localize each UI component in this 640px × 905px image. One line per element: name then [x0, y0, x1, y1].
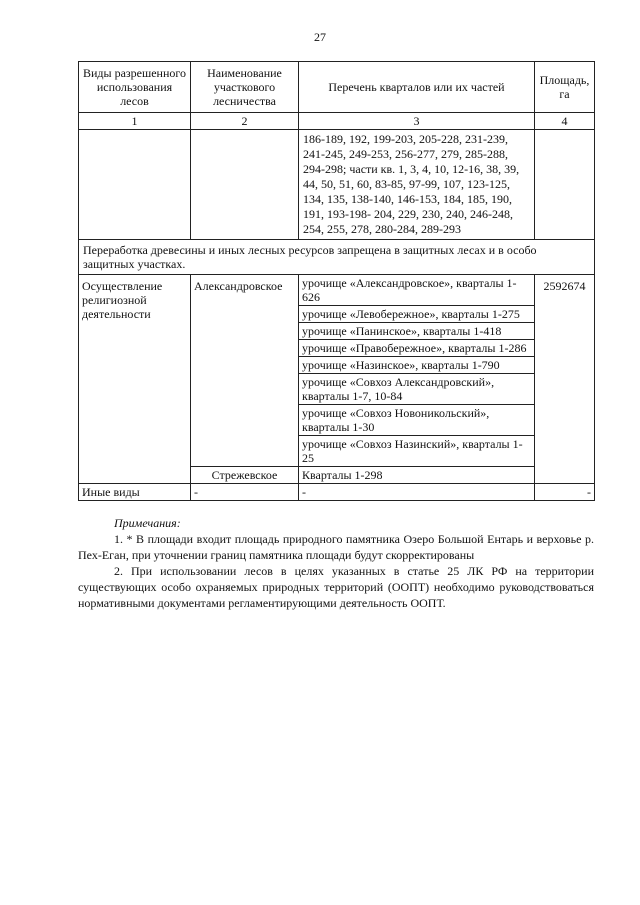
- header-area: Площадь, га: [535, 62, 595, 113]
- forest-use-table: [78, 61, 595, 501]
- district-aleksandrovskoe: Александровское: [191, 275, 299, 467]
- tract-cell: урочище «Левобережное», кварталы 1-275: [299, 306, 535, 323]
- column-number: 1: [79, 113, 191, 130]
- note-item: 2. При использовании лесов в целях указанных в статье 25 ЛК РФ на территории существующих особо охраняемых природных территорий (ООПТ) необходимо руководствоваться нормативными документами регламентирующими деятельность ООПТ.: [78, 564, 594, 610]
- tract-cell: урочище «Совхоз Александровский», кварталы 1-7, 10-84: [299, 374, 535, 405]
- tract-cell: урочище «Совхоз Назинский», кварталы 1-25: [299, 436, 535, 467]
- tract-cell: урочище «Александровское», кварталы 1-626: [299, 275, 535, 306]
- header-district: Наименование участкового лесничества: [191, 62, 299, 113]
- other-use-type: Иные виды: [79, 484, 191, 501]
- notes-title: Примечания:: [114, 516, 181, 530]
- note-item: 1. * В площади входит площадь природного памятника Озеро Большой Ентарь и верховье р. Пех-Еган, при уточнении границ памятника площади будут скорректированы: [78, 532, 594, 562]
- restriction-row: [79, 240, 595, 275]
- other-district: -: [191, 484, 299, 501]
- page-number: 27: [314, 30, 326, 44]
- continued-quarters-row: [79, 130, 595, 240]
- column-number: 2: [191, 113, 299, 130]
- continued-quarters-list: 186-189, 192, 199-203, 205-228, 231-239, 241-245, 249-253, 256-277, 279, 285-288, 294-298; части кв. 1, 3, 4, 10, 12-16, 38, 39, 44, 50, 51, 60, 83-85, 97-99, 107, 123-125, 134, 135, 138-140, 146-153, 184, 185, 190, 191, 193-198- 204, 229, 230, 240, 246-248, 254, 255, 278, 280-284, 289-293: [299, 130, 535, 240]
- notes-section: [78, 515, 594, 611]
- tract-cell: урочище «Назинское», кварталы 1-790: [299, 357, 535, 374]
- tract-cell: урочище «Панинское», кварталы 1-418: [299, 323, 535, 340]
- tract-cell: урочище «Правобережное», кварталы 1-286: [299, 340, 535, 357]
- header-quarters: Перечень кварталов или их частей: [299, 62, 535, 113]
- header-use-type: Виды разрешенного использования лесов: [79, 62, 191, 113]
- column-number-row: [79, 113, 595, 130]
- strezhevskoe-quarters: Кварталы 1-298: [299, 467, 535, 484]
- other-area: -: [535, 484, 595, 501]
- restriction-note: Переработка древесины и иных лесных ресурсов запрещена в защитных лесах и в особо защитных участках.: [79, 240, 595, 275]
- header-row: [79, 62, 595, 113]
- column-number: 3: [299, 113, 535, 130]
- table-row: [79, 275, 595, 306]
- religious-use-type: Осуществление религиозной деятельности: [79, 275, 191, 484]
- tract-cell: урочище «Совхоз Новоникольский», кварталы 1-30: [299, 405, 535, 436]
- other-quarters: -: [299, 484, 535, 501]
- other-uses-row: [79, 484, 595, 501]
- column-number: 4: [535, 113, 595, 130]
- religious-area: 2592674: [535, 275, 595, 484]
- district-strezhevskoe: Стрежевское: [191, 467, 299, 484]
